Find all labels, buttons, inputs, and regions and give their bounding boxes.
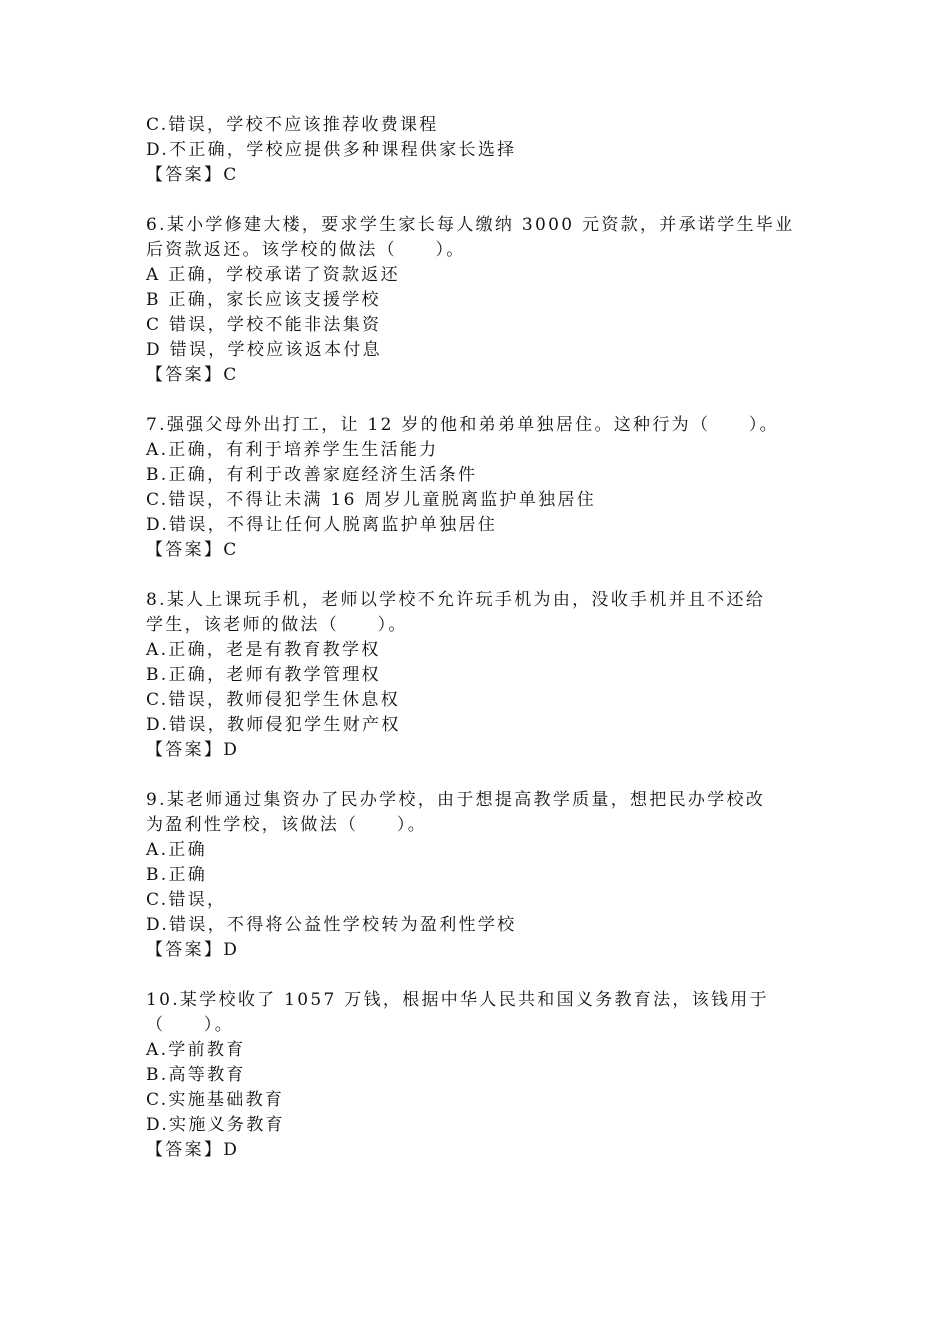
question-stem: 学生，该老师的做法（ ）。 [146, 615, 408, 635]
option-d: D.不正确，学校应提供多种课程供家长选择 [146, 140, 517, 160]
answer: 【答案】C [146, 365, 239, 385]
option-a: A.学前教育 [146, 1040, 246, 1060]
question-10 [146, 988, 826, 1163]
option-a: A.正确，老是有教育教学权 [146, 640, 381, 660]
question-stem: 后资款返还。该学校的做法（ ）。 [146, 240, 466, 260]
option-c: C 错误，学校不能非法集资 [146, 315, 382, 335]
question-5-tail [146, 113, 826, 188]
option-b: B 正确，家长应该支援学校 [146, 290, 381, 310]
question-6 [146, 213, 826, 388]
question-stem: 8.某人上课玩手机，老师以学校不允许玩手机为由，没收手机并且不还给 [146, 590, 766, 610]
option-b: B.正确，有利于改善家庭经济生活条件 [146, 465, 478, 485]
question-stem: （ ）。 [146, 1015, 234, 1035]
option-d: D.实施义务教育 [146, 1115, 285, 1135]
spacer [146, 188, 826, 213]
option-a: A.正确 [146, 840, 207, 860]
option-a: A.正确，有利于培养学生生活能力 [146, 440, 439, 460]
question-stem: 7.强强父母外出打工，让 12 岁的他和弟弟单独居住。这种行为（ ）。 [146, 415, 779, 435]
option-c: C.错误， [146, 890, 227, 910]
spacer [146, 963, 826, 988]
spacer [146, 563, 826, 588]
question-stem: 6.某小学修建大楼，要求学生家长每人缴纳 3000 元资款，并承诺学生毕业 [146, 215, 795, 235]
question-9 [146, 788, 826, 963]
question-7 [146, 413, 826, 563]
question-8 [146, 588, 826, 763]
question-stem: 9.某老师通过集资办了民办学校，由于想提高教学质量，想把民办学校改 [146, 790, 766, 810]
option-c: C.实施基础教育 [146, 1090, 285, 1110]
option-d: D.错误，教师侵犯学生财产权 [146, 715, 401, 735]
option-c: C.错误，教师侵犯学生休息权 [146, 690, 401, 710]
option-c: C.错误，不得让未满 16 周岁儿童脱离监护单独居住 [146, 490, 597, 510]
option-d: D 错误，学校应该返本付息 [146, 340, 382, 360]
answer: 【答案】D [146, 1140, 240, 1160]
option-c: C.错误，学校不应该推荐收费课程 [146, 115, 439, 135]
option-a: A 正确，学校承诺了资款返还 [146, 265, 400, 285]
document-page [146, 113, 826, 1163]
question-stem: 10.某学校收了 1057 万钱，根据中华人民共和国义务教育法，该钱用于 [146, 990, 769, 1010]
answer: 【答案】C [146, 540, 239, 560]
spacer [146, 763, 826, 788]
question-stem: 为盈利性学校，该做法（ ）。 [146, 815, 427, 835]
option-b: B.高等教育 [146, 1065, 246, 1085]
answer: 【答案】D [146, 940, 240, 960]
option-b: B.正确，老师有教学管理权 [146, 665, 381, 685]
answer: 【答案】D [146, 740, 240, 760]
option-d: D.错误，不得让任何人脱离监护单独居住 [146, 515, 498, 535]
option-b: B.正确 [146, 865, 208, 885]
option-d: D.错误，不得将公益性学校转为盈利性学校 [146, 915, 517, 935]
answer: 【答案】C [146, 165, 239, 185]
spacer [146, 388, 826, 413]
